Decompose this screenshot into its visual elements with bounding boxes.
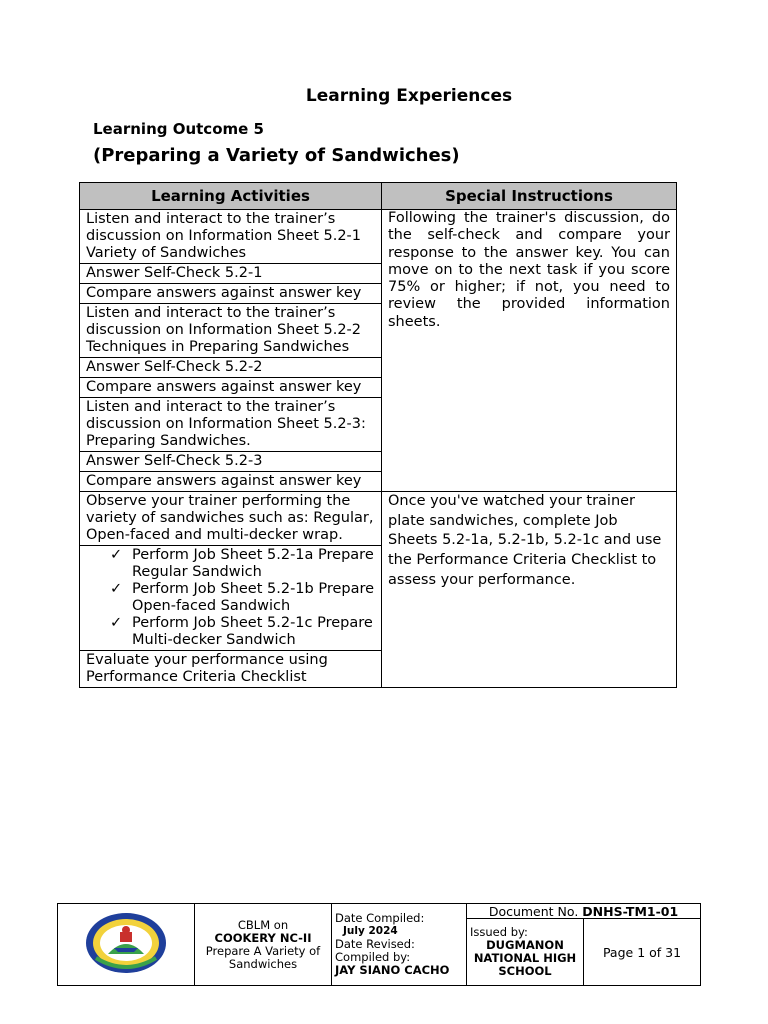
cblm-line: CBLM on <box>237 917 289 932</box>
date-compiled-label: Date Compiled: <box>335 911 425 925</box>
activity-cell-job-sheets <box>80 546 382 651</box>
table-row <box>80 492 677 546</box>
list-item <box>110 615 375 649</box>
checkmark-icon: ✓ <box>110 615 123 631</box>
list-item <box>110 581 375 615</box>
date-compiled-value: July 2024 <box>343 925 398 937</box>
learning-outcome-title: (Preparing a Variety of Sandwiches) <box>93 145 460 166</box>
instruction-cell-job-sheets: Once you've watched your trainer plate sandwiches, complete Job Sheets 5.2-1a, 5.2-1b, 5.2-1c and use the Performance Criteria Checklist to assess your performance. <box>382 492 677 688</box>
issued-by-label: Issued by: <box>470 925 528 939</box>
issued-by-cell <box>467 919 584 986</box>
activity-cell: Compare answers against answer key <box>80 284 382 304</box>
document-number-value: DNHS-TM1-01 <box>582 903 679 919</box>
activity-cell: Answer Self-Check 5.2-2 <box>80 358 382 378</box>
cblm-cell <box>195 904 332 986</box>
header-special-instructions: Special Instructions <box>382 183 677 210</box>
list-item <box>110 547 375 581</box>
learning-outcome-label: Learning Outcome 5 <box>93 120 264 138</box>
activity-cell: Listen and interact to the trainer’s discussion on Information Sheet 5.2-1 Variety of Sandwiches <box>80 210 382 264</box>
school-logo-cell <box>58 904 195 986</box>
document-number-cell <box>467 904 701 919</box>
page-title: Learning Experiences <box>305 86 513 106</box>
date-cell <box>332 904 467 986</box>
checkmark-icon: ✓ <box>110 581 123 597</box>
page-number: Page 1 of 31 <box>584 919 701 986</box>
document-footer <box>57 903 701 986</box>
issuer-name: DUGMANON NATIONAL HIGH SCHOOL <box>473 938 577 978</box>
activity-cell: Answer Self-Check 5.2-1 <box>80 264 382 284</box>
activity-cell: Listen and interact to the trainer’s discussion on Information Sheet 5.2-3: Preparing Sandwiches. <box>80 398 382 452</box>
activity-cell: Answer Self-Check 5.2-3 <box>80 452 382 472</box>
job-sheet-label: Perform Job Sheet 5.2-1b Prepare Open-faced Sandwich <box>132 581 375 614</box>
date-revised-label: Date Revised: <box>335 937 415 951</box>
cblm-topic: Prepare A Variety of Sandwiches <box>205 943 321 971</box>
document-number-label: Document No. <box>488 903 579 919</box>
learning-activities-table <box>79 182 677 688</box>
header-learning-activities: Learning Activities <box>80 183 382 210</box>
table-header-row <box>80 183 677 210</box>
table-row <box>80 210 677 264</box>
instruction-cell-information-sheets: Following the trainer's discussion, do the self-check and compare your response to the answer key. You can move on to the next task if you score 75% or higher; if not, you need to review the provided information sheets. <box>382 210 677 492</box>
school-seal-logo <box>84 912 168 974</box>
activity-cell: Compare answers against answer key <box>80 378 382 398</box>
job-sheet-label: Perform Job Sheet 5.2-1a Prepare Regular Sandwich <box>132 547 374 580</box>
activity-cell: Compare answers against answer key <box>80 472 382 492</box>
activity-cell-observe: Observe your trainer performing the variety of sandwiches such as: Regular, Open-faced and multi-decker wrap. <box>80 492 382 546</box>
compiled-by-label: Compiled by: <box>335 950 411 964</box>
compiled-by-value: JAY SIANO CACHO <box>335 963 450 977</box>
job-sheet-list <box>86 547 375 649</box>
cblm-course: COOKERY NC-II <box>214 930 312 945</box>
checkmark-icon: ✓ <box>110 547 123 563</box>
activity-cell-evaluate: Evaluate your performance using Performance Criteria Checklist <box>80 651 382 688</box>
activity-cell: Listen and interact to the trainer’s discussion on Information Sheet 5.2-2 Techniques in Preparing Sandwiches <box>80 304 382 358</box>
job-sheet-label: Perform Job Sheet 5.2-1c Prepare Multi-decker Sandwich <box>132 615 373 648</box>
